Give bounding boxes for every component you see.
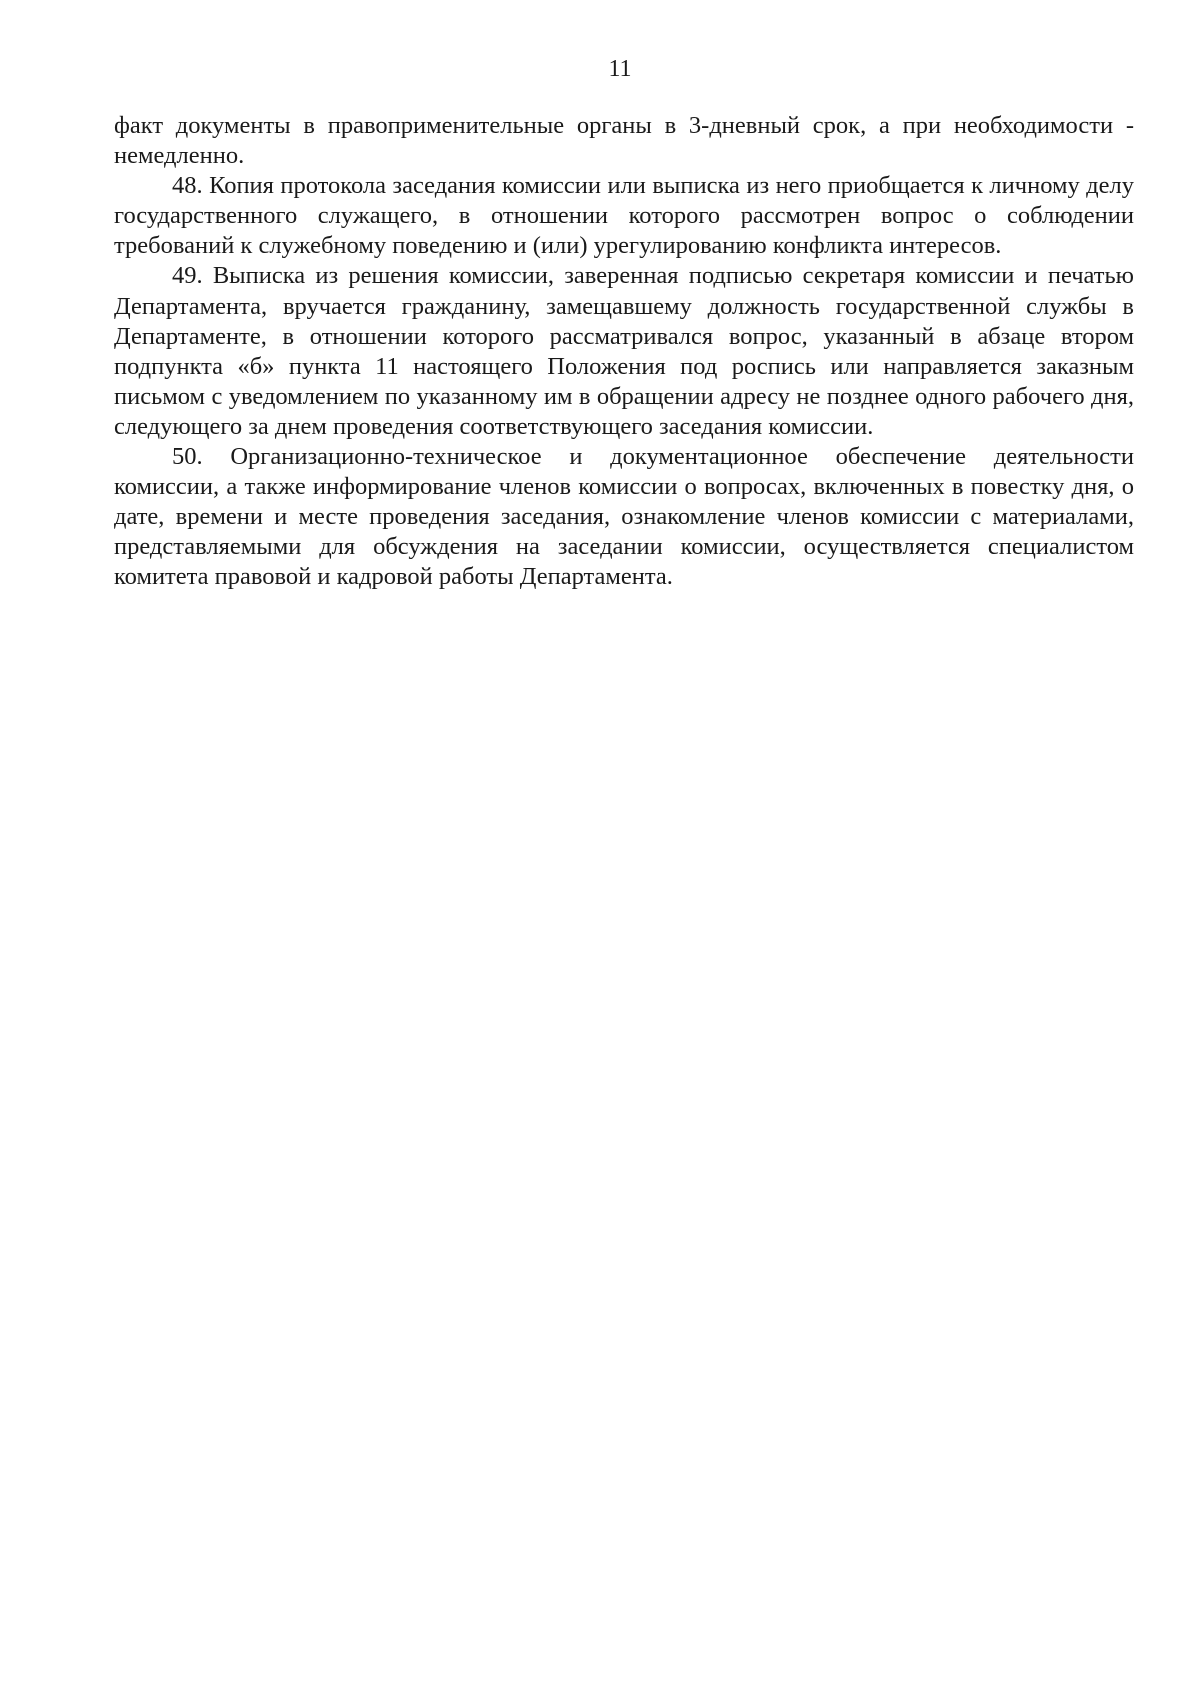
document-body — [114, 111, 1134, 593]
paragraph-item-48: 48. Копия протокола заседания комиссии или выписка из него приобщается к личному делу государственного служащего, в отношении которого рассмотрен вопрос о соблюдении требований к служебному поведению и (или) урегулированию конфликта интересов. — [114, 172, 1134, 260]
page-number: 11 — [608, 56, 632, 82]
paragraph-continuation: факт документы в правоприменительные органы в 3-дневный срок, а при необходимости - немедленно. — [114, 112, 1134, 170]
paragraph-item-49: 49. Выписка из решения комиссии, заверенная подписью секретаря комиссии и печатью Департамента, вручается гражданину, замещавшему должность государственной службы в Департаменте, в отношении которого рассматривался вопрос, указанный в абзаце втором подпункта «б» пункта 11 настоящего Положения под роспись или направляется заказным письмом с уведомлением по указанному им в обращении адресу не позднее одного рабочего дня, следующего за днем проведения соответствующего заседания комиссии. — [114, 262, 1134, 440]
paragraph-item-50: 50. Организационно-техническое и документационное обеспечение деятельности комиссии, а также информирование членов комиссии о вопросах, включенных в повестку дня, о дате, времени и месте проведения заседания, ознакомление членов комиссии с материалами, представляемыми для обсуждения на заседании комиссии, осуществляется специалистом комитета правовой и кадровой работы Департамента. — [114, 443, 1134, 591]
